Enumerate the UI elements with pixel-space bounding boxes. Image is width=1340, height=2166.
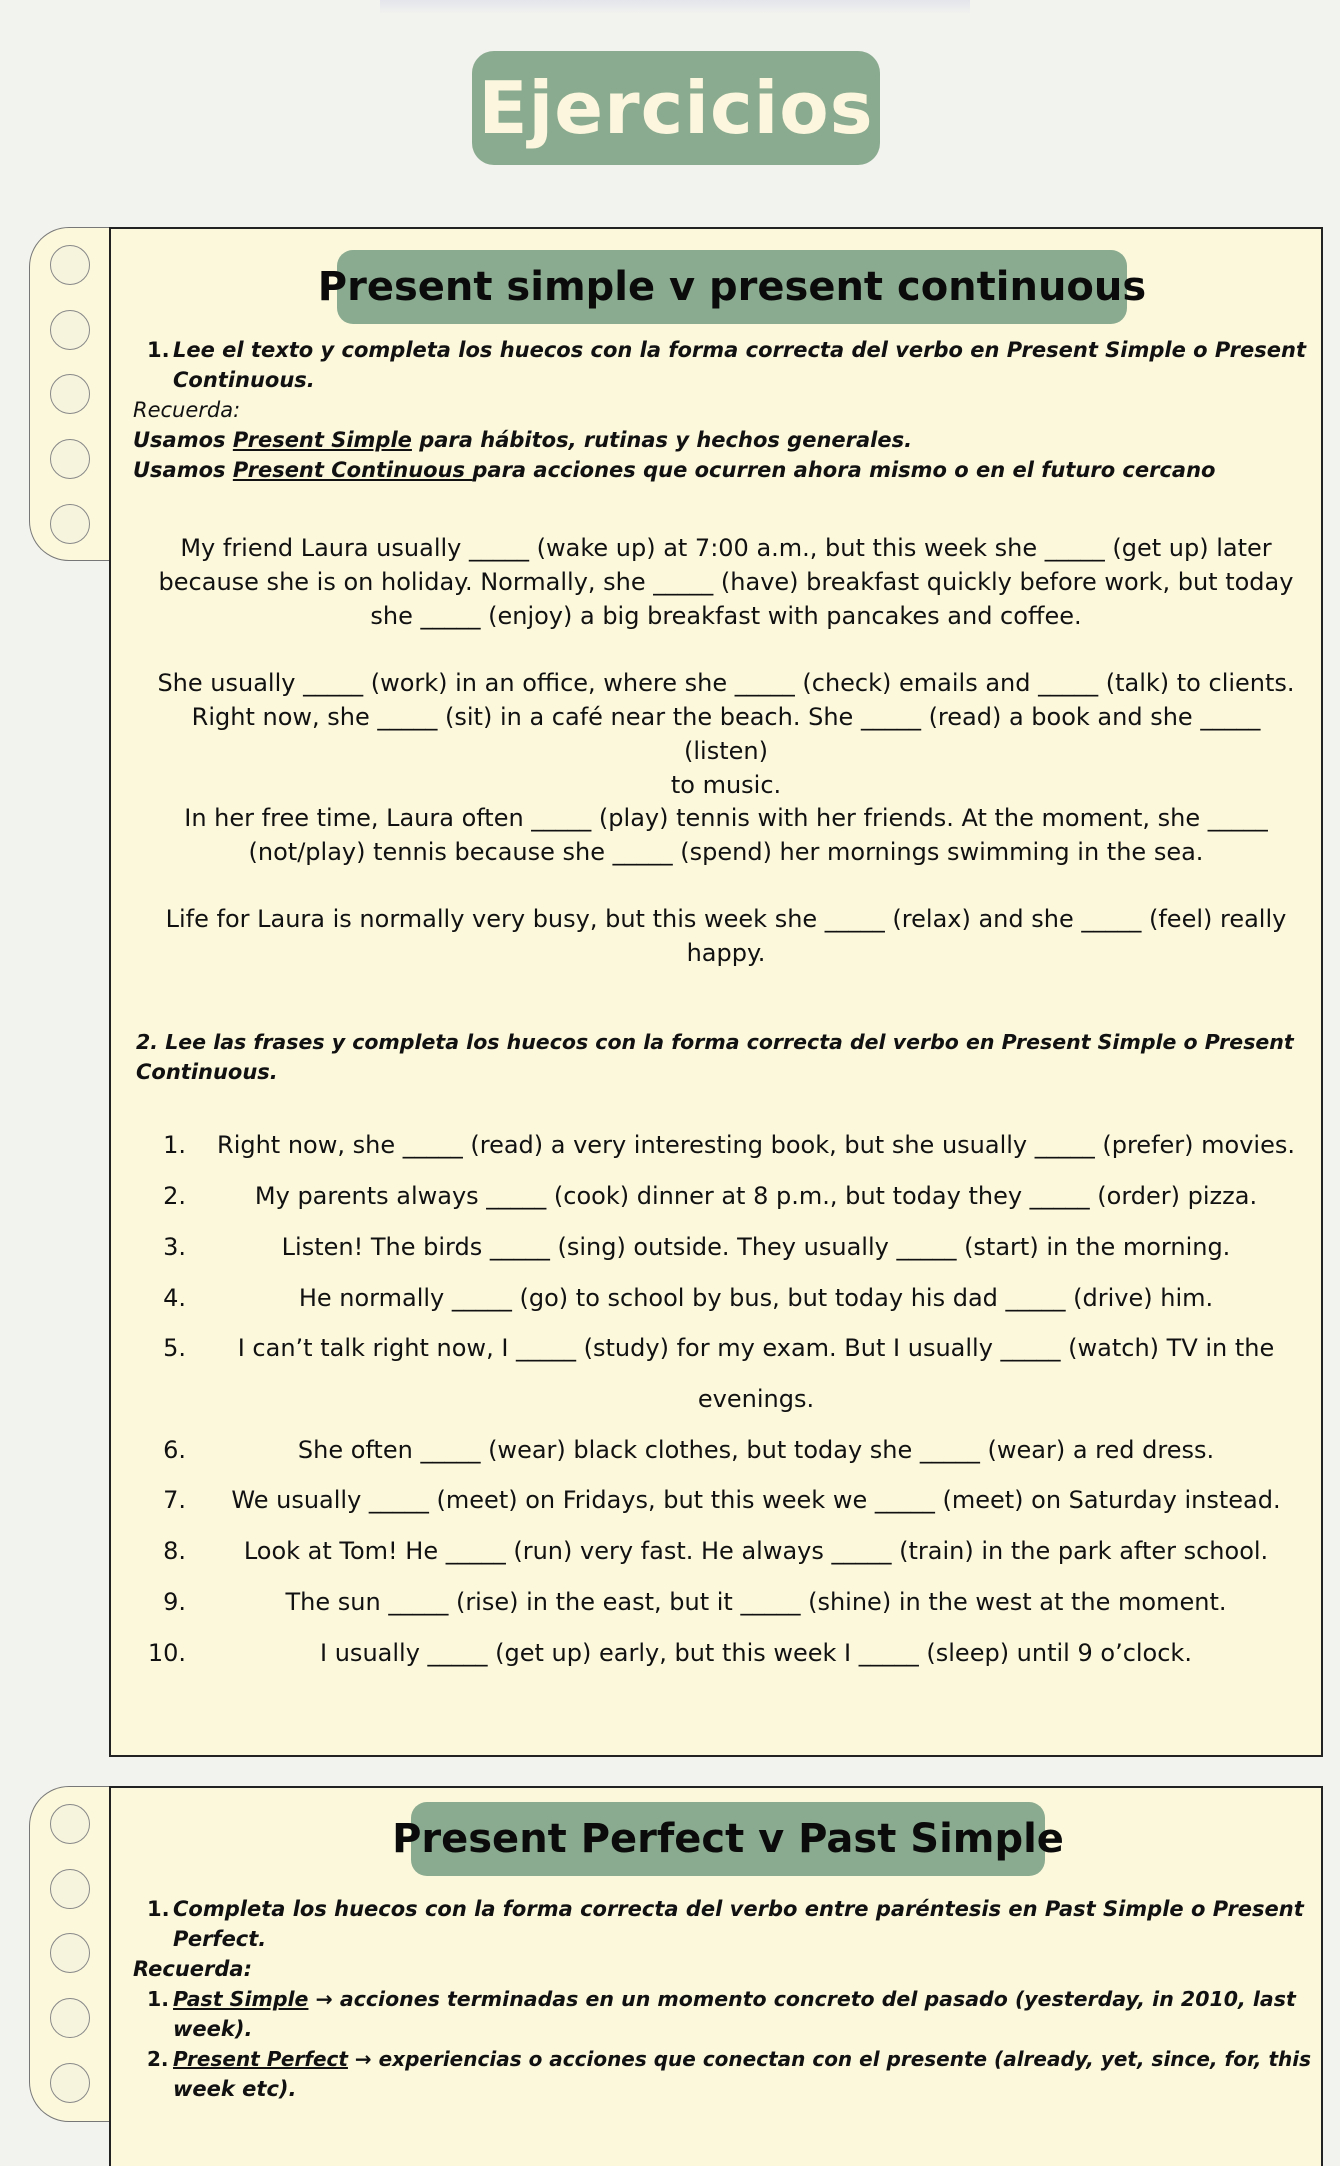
rule-number: 2.: [147, 2047, 169, 2071]
binder-tab: [29, 1786, 110, 2122]
instruction-2-cont: Continuous.: [136, 1060, 278, 1084]
binder-hole: [50, 245, 90, 285]
item-text: She often _____ (wear) black clothes, but today she _____ (wear) a red dress.: [297, 1436, 1215, 1464]
binder-tab: [29, 227, 110, 561]
binder-hole: [50, 1998, 90, 2038]
item-text: Listen! The birds _____ (sing) outside. They usually _____ (start) in the morning.: [281, 1233, 1231, 1261]
rule-present-perfect: [147, 2044, 1311, 2074]
rule-present-simple: [133, 425, 912, 455]
item-number: 2.: [163, 1182, 186, 1210]
rule-term: Present Continuous: [232, 458, 473, 482]
item-number: 3.: [163, 1233, 186, 1261]
item-text: I can’t talk right now, I _____ (study) for my exam. But I usually _____ (watch) TV in the: [237, 1334, 1275, 1362]
rule-text: → experiencias o acciones que conectan con el presente (already, yet, since, for, this: [347, 2047, 1312, 2071]
instruction-1-cont: Continuous.: [173, 368, 315, 392]
binder-hole: [50, 310, 90, 350]
instruction-1: [147, 1894, 1304, 1924]
section-heading: Present simple v present continuous: [337, 250, 1127, 324]
rule-past-simple-cont: week).: [173, 2017, 253, 2041]
item-text: We usually _____ (meet) on Fridays, but this week we _____ (meet) on Saturday instead.: [231, 1486, 1281, 1514]
item-text: Right now, she _____ (read) a very interesting book, but she usually _____ (prefer) movies.: [217, 1131, 1295, 1159]
rule-present-perfect-cont: week etc).: [173, 2077, 297, 2101]
item-number: 10.: [147, 1639, 186, 1667]
text-paragraph: My friend Laura usually _____ (wake up) at 7:00 a.m., but this week she _____ (get up) later because she is on holiday. Normally, she _____ (have) breakfast quickly before work, but today she _____ (enjoy) a big breakfast with pancakes and coffee.: [158, 534, 1294, 630]
item-number: 8.: [163, 1537, 186, 1565]
binder-hole: [50, 1933, 90, 1973]
item-text: The sun _____ (rise) in the east, but it _____ (shine) in the west at the moment.: [285, 1588, 1227, 1616]
item-number: 4.: [163, 1284, 186, 1312]
instruction-1-cont: Perfect.: [173, 1927, 267, 1951]
text-paragraph: Life for Laura is normally very busy, but this week she _____ (relax) and she _____ (feel) really happy.: [165, 905, 1287, 967]
item-text: My parents always _____ (cook) dinner at 8 p.m., but today they _____ (order) pizza.: [254, 1182, 1258, 1210]
section-heading: Present Perfect v Past Simple: [411, 1802, 1045, 1876]
rule-text: para acciones que ocurren ahora mismo o en el futuro cercano: [472, 458, 1216, 482]
rule-text: → acciones terminadas en un momento concreto del pasado (yesterday, in 2010, last: [308, 1987, 1296, 2011]
binder-hole: [50, 1869, 90, 1909]
item-number: 9.: [163, 1588, 186, 1616]
instruction-text: Completa los huecos con la forma correcta del verbo entre paréntesis en Past Simple o Present: [173, 1897, 1304, 1921]
rule-term: Past Simple: [173, 1987, 309, 2011]
instruction-number: 1.: [147, 338, 170, 362]
rule-prefix: Usamos: [133, 458, 233, 482]
item-number: 5.: [163, 1334, 186, 1362]
recuerda-label: Recuerda:: [133, 398, 241, 422]
item-number: 7.: [163, 1486, 186, 1514]
binder-hole: [50, 504, 90, 544]
rule-term: Present Perfect: [173, 2047, 348, 2071]
rule-text: para hábitos, rutinas y hechos generales.: [411, 428, 913, 452]
binder-hole: [50, 439, 90, 479]
instruction-number: 1.: [147, 1897, 170, 1921]
exercise-card: [109, 1786, 1323, 2166]
binder-hole: [50, 1804, 90, 1844]
item-number: 6.: [163, 1436, 186, 1464]
exercise-card: [109, 227, 1323, 1757]
item-text: Look at Tom! He _____ (run) very fast. He always _____ (train) in the park after school.: [243, 1537, 1269, 1565]
top-shadow: [380, 0, 970, 14]
rule-past-simple: [147, 1984, 1296, 2014]
rule-term: Present Simple: [232, 428, 412, 452]
instruction-1: [147, 335, 1306, 365]
instruction-text: Lee el texto y completa los huecos con la forma correcta del verbo en Present Simple o Present: [173, 338, 1306, 362]
item-text: He normally _____ (go) to school by bus, but today his dad _____ (drive) him.: [298, 1284, 1214, 1312]
rule-present-continuous: [133, 455, 1215, 485]
item-text: evenings.: [697, 1385, 815, 1413]
rule-number: 1.: [147, 1987, 170, 2011]
item-number: 1.: [163, 1131, 186, 1159]
instruction-2: 2. Lee las frases y completa los huecos con la forma correcta del verbo en Present Simple o Present: [136, 1030, 1294, 1054]
binder-hole: [50, 374, 90, 414]
item-text: I usually _____ (get up) early, but this week I _____ (sleep) until 9 o’clock.: [320, 1639, 1192, 1667]
text-paragraph: In her free time, Laura often _____ (play) tennis with her friends. At the moment, she _____ (not/play) tennis because she _____ (spend) her mornings swimming in the sea.: [184, 804, 1268, 866]
recuerda-label: Recuerda:: [133, 1957, 252, 1981]
binder-hole: [50, 2063, 90, 2103]
rule-prefix: Usamos: [133, 428, 233, 452]
text-paragraph: She usually _____ (work) in an office, where she _____ (check) emails and _____ (talk) to clients. Right now, she _____ (sit) in a café near the beach. She _____ (read) a book and she _____ (listen) to music.: [157, 669, 1295, 799]
page-title: Ejercicios: [472, 51, 880, 165]
